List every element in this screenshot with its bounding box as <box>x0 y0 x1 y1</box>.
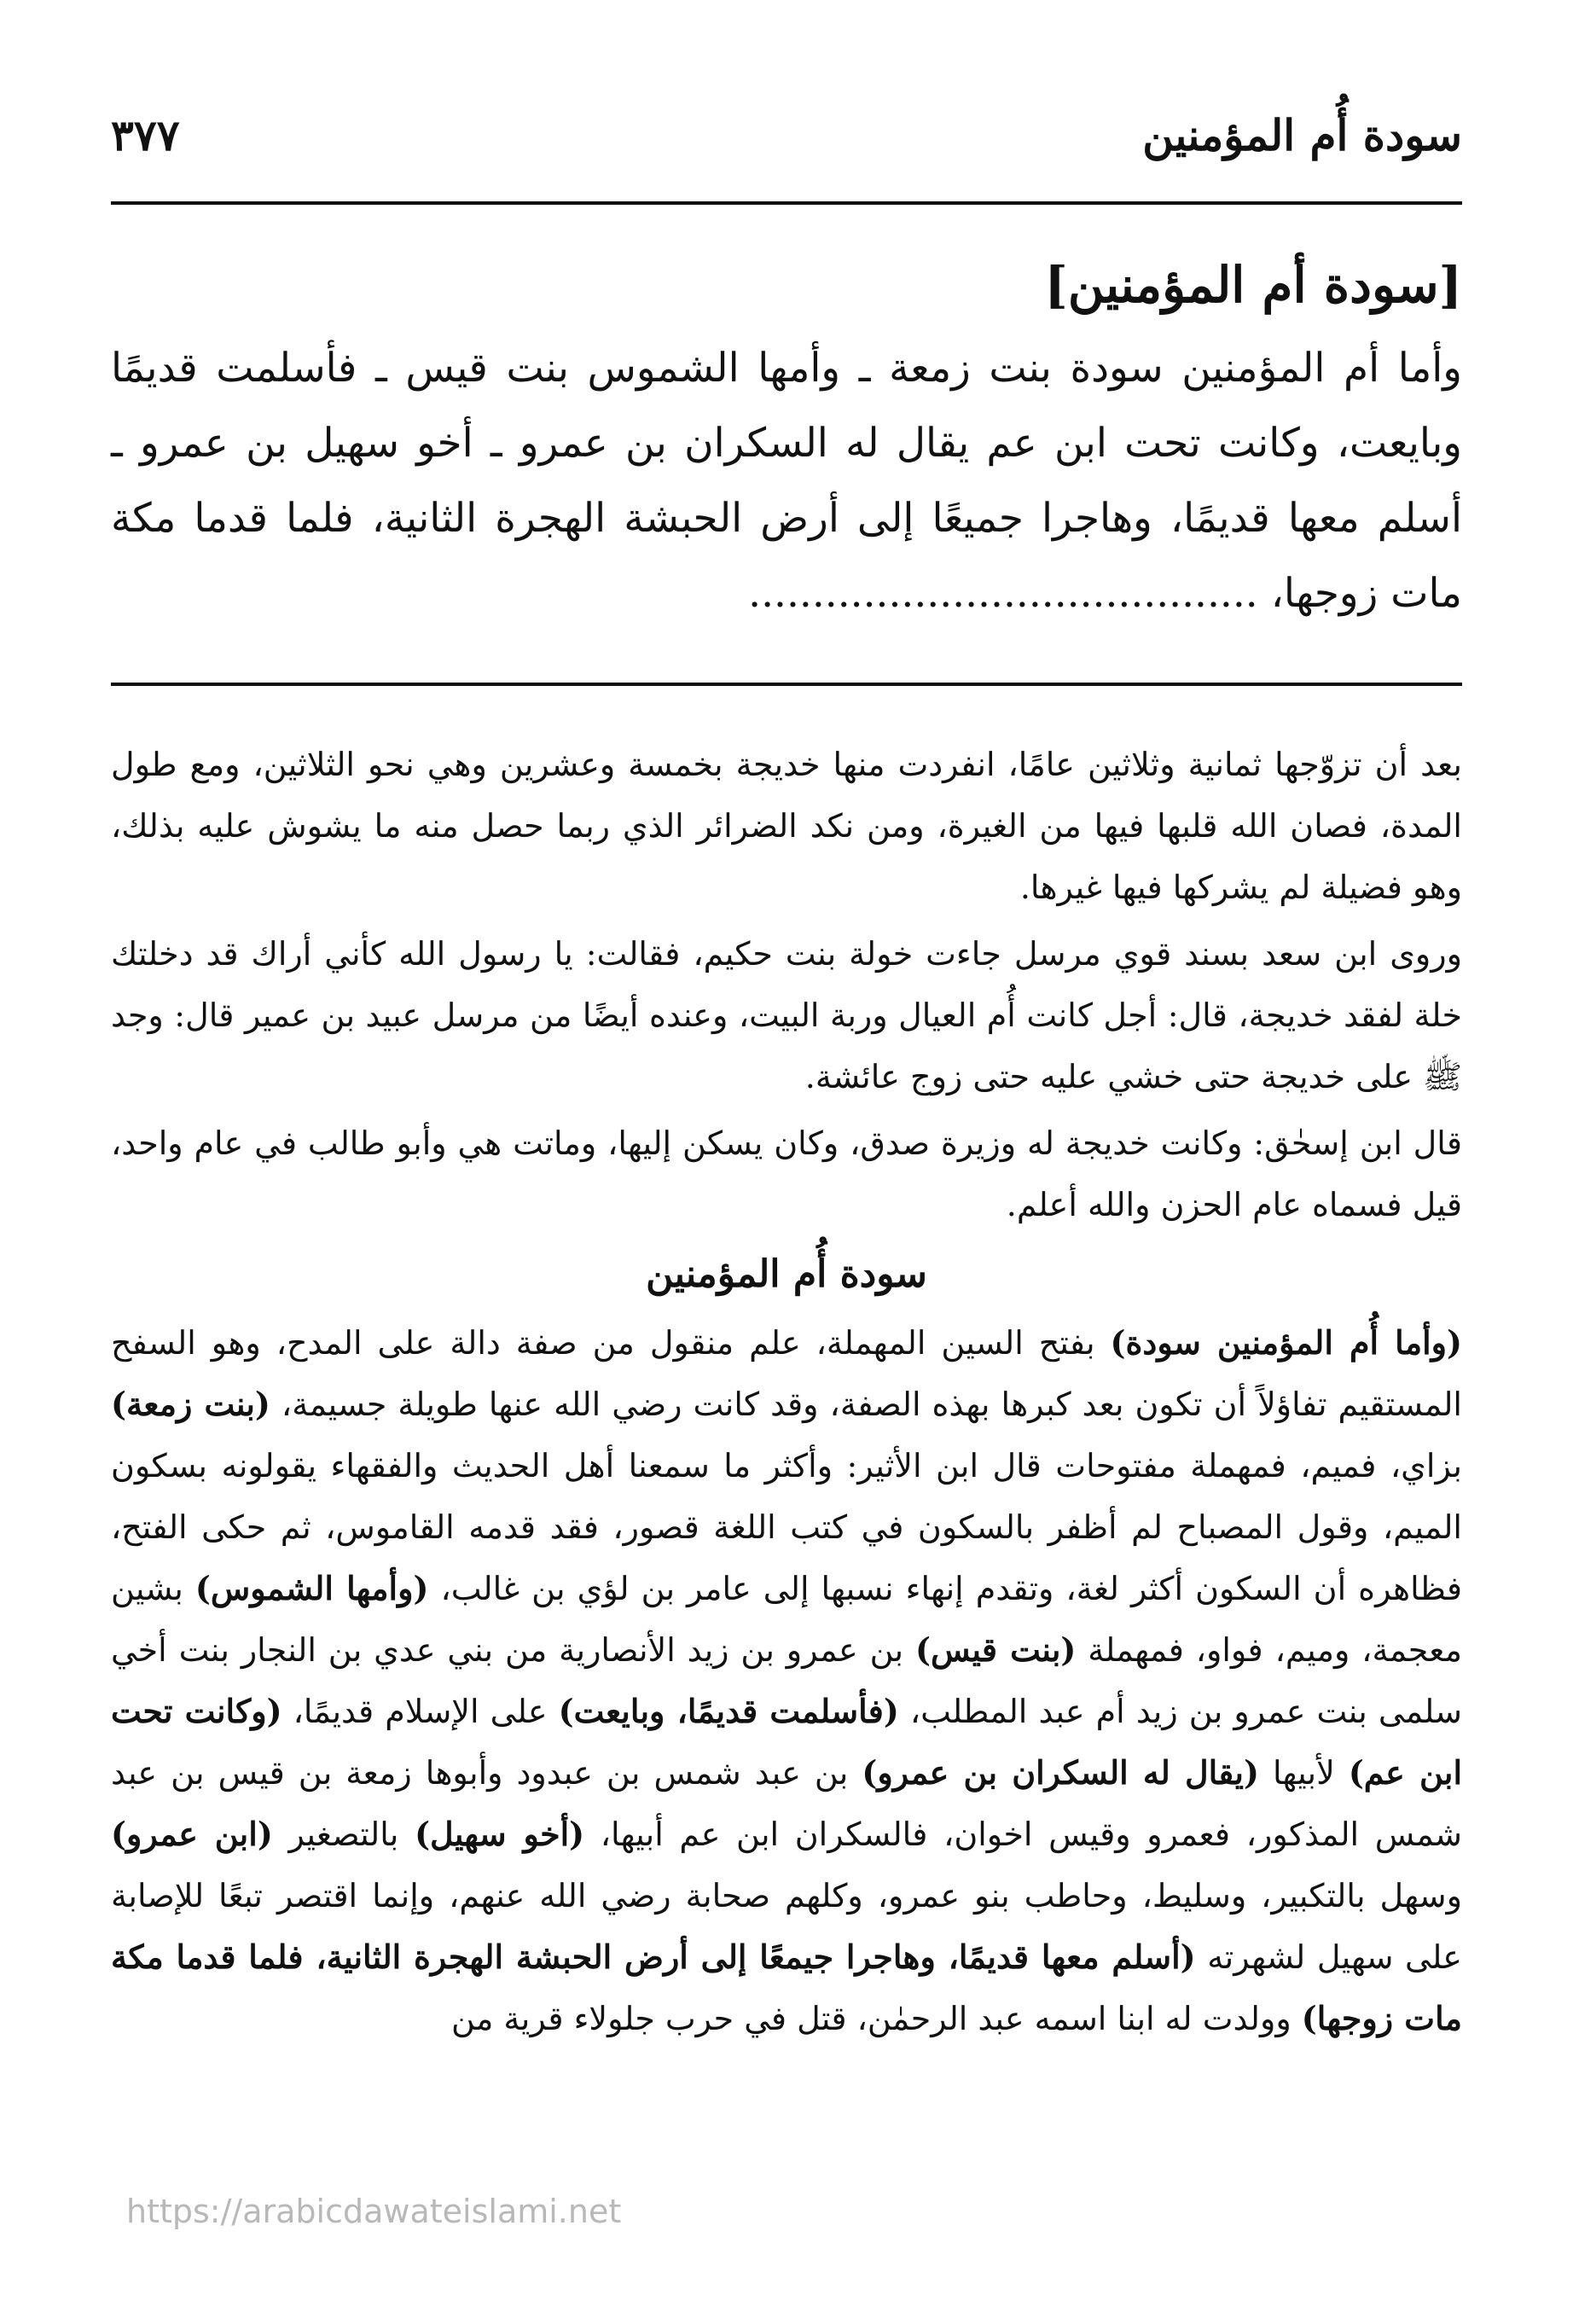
matn-section <box>111 256 1462 631</box>
quoted-matn: (فأسلمت قديمًا، وبايعت) <box>558 1692 899 1730</box>
quoted-matn: (وأمها الشموس) <box>194 1569 429 1607</box>
commentary-text: لأبيها <box>1258 1754 1349 1792</box>
quoted-matn: (بنت زمعة) <box>111 1385 270 1423</box>
quoted-matn: (وأما أُم المؤمنين سودة) <box>1110 1323 1462 1362</box>
commentary-text: على الإسلام قديمًا، <box>282 1693 559 1730</box>
matn-body: وأما أم المؤمنين سودة بنت زمعة ـ وأمها الشموس بنت قيس ـ فأسلمت قديمًا وبايعت، وكانت تحت ابن عم يقال له السكران بن عمرو ـ أخو سهيل بن عمرو ـ أسلم معها قديمًا، وهاجرا جميعًا إلى أرض الحبشة الهجرة الثانية، فلما قدما مكة مات زوجها، <box>111 345 1462 617</box>
commentary-text: بن عمرو بن زيد الأنصارية من بني عدي بن النجار بنت أخي سلمى بنت عمرو بن زيد أم عبد المطلب، <box>111 1631 1462 1730</box>
commentary-section <box>111 734 1462 2049</box>
commentary-text: بشين معجمة، وميم، فواو، فمهملة <box>111 1570 1462 1669</box>
matn-title: [سودة أم المؤمنين] <box>1044 256 1462 314</box>
commentary-paragraph-2: وروى ابن سعد بسند قوي مرسل جاءت خولة بنت حكيم، فقالت: يا رسول الله كأني أراك قد دخلتك خلة لفقد خديجة، قال: أجل كانت أُم العيال وربة البيت، وعنده أيضًا من مرسل عبيد بن عمير قال: وجد ﷺ على خديجة حتى خشي عليه حتى زوج عائشة. <box>111 935 1462 1095</box>
commentary-text: وسهل بالتكبير، وسليط، وحاطب بنو عمرو، وكلهم صحابة رضي الله عنهم، وإنما اقتصر تبعًا للإصابة على سهيل لشهرته <box>111 1877 1462 1976</box>
running-title: سودة أُم المؤمنين <box>1142 109 1462 160</box>
commentary-text: بن عبد شمس بن عبدود وأبوها زمعة بن قيس بن عبد شمس المذكور، فعمرو وقيس اخوان، فالسكران ابن عم أبيها، <box>111 1754 1463 1853</box>
commentary-text: بزاي، فميم، فمهملة مفتوحات قال ابن الأثير: وأكثر ما سمعنا أهل الحديث والفقهاء يقولونه بسكون الميم، وقول المصباح لم أظفر بالسكون في كتب اللغة قصور، فقد قدمه القاموس، ثم حكى الفتح، فظاهره أن السكون أكثر لغة، وتقدم إنهاء نسبها إلى عامر بن لؤي بن غالب، <box>111 1447 1462 1607</box>
commentary-subheading: سودة أُم المؤمنين <box>646 1252 927 1296</box>
quoted-matn: (وكانت تحت ابن عم) <box>111 1692 1462 1792</box>
commentary-paragraph-4 <box>111 1312 1462 2049</box>
commentary-text: بالتصغير <box>272 1816 415 1853</box>
quoted-matn: (أسلم معها قديمًا، وهاجرا جيمعًا إلى أرض الحبشة الهجرة الثانية، فلما قدما مكة مات زوجها) <box>111 1938 1462 2037</box>
watermark-url: https://arabicdawateislami.net <box>126 2193 622 2230</box>
matn-text <box>111 331 1462 631</box>
commentary-paragraph-1: بعد أن تزوّجها ثمانية وثلاثين عامًا، انفردت منها خديجة بخمسة وعشرين وهي نحو الثلاثين، ومع طول المدة، فصان الله قلبها فيها من الغيرة، ومن نكد الضرائر الذي ربما حصل منه ما يشوش عليه بذلك، وهو فضيلة لم يشركها فيها غيرها. <box>111 746 1462 906</box>
header-rule <box>111 201 1462 205</box>
matn-dots: ........................................ <box>748 570 1258 617</box>
section-divider <box>111 683 1462 686</box>
quoted-matn: (ابن عمرو) <box>111 1815 273 1853</box>
quoted-matn: (يقال له السكران بن عمرو) <box>862 1753 1259 1792</box>
page-number: ٣٧٧ <box>111 109 180 160</box>
quoted-matn: (أخو سهيل) <box>415 1815 585 1853</box>
commentary-text: وولدت له ابنا اسمه عبد الرحمٰن، قتل في حرب جلولاء قرية من <box>451 2000 1302 2037</box>
commentary-text: بفتح السين المهملة، علم منقول من صفة دالة على المدح، وهو السفح المستقيم تفاؤلاً أن تكون بعد كبرها بهذه الصفة، وقد كانت رضي الله عنها طويلة جسيمة، <box>111 1324 1462 1423</box>
quoted-matn: (بنت قيس) <box>914 1630 1077 1669</box>
page-header <box>111 101 1462 169</box>
commentary-paragraph-3: قال ابن إسحٰق: وكانت خديجة له وزيرة صدق، وكان يسكن إليها، وماتت هي وأبو طالب في عام واحد، قيل فسماه عام الحزن والله أعلم. <box>111 1124 1462 1223</box>
